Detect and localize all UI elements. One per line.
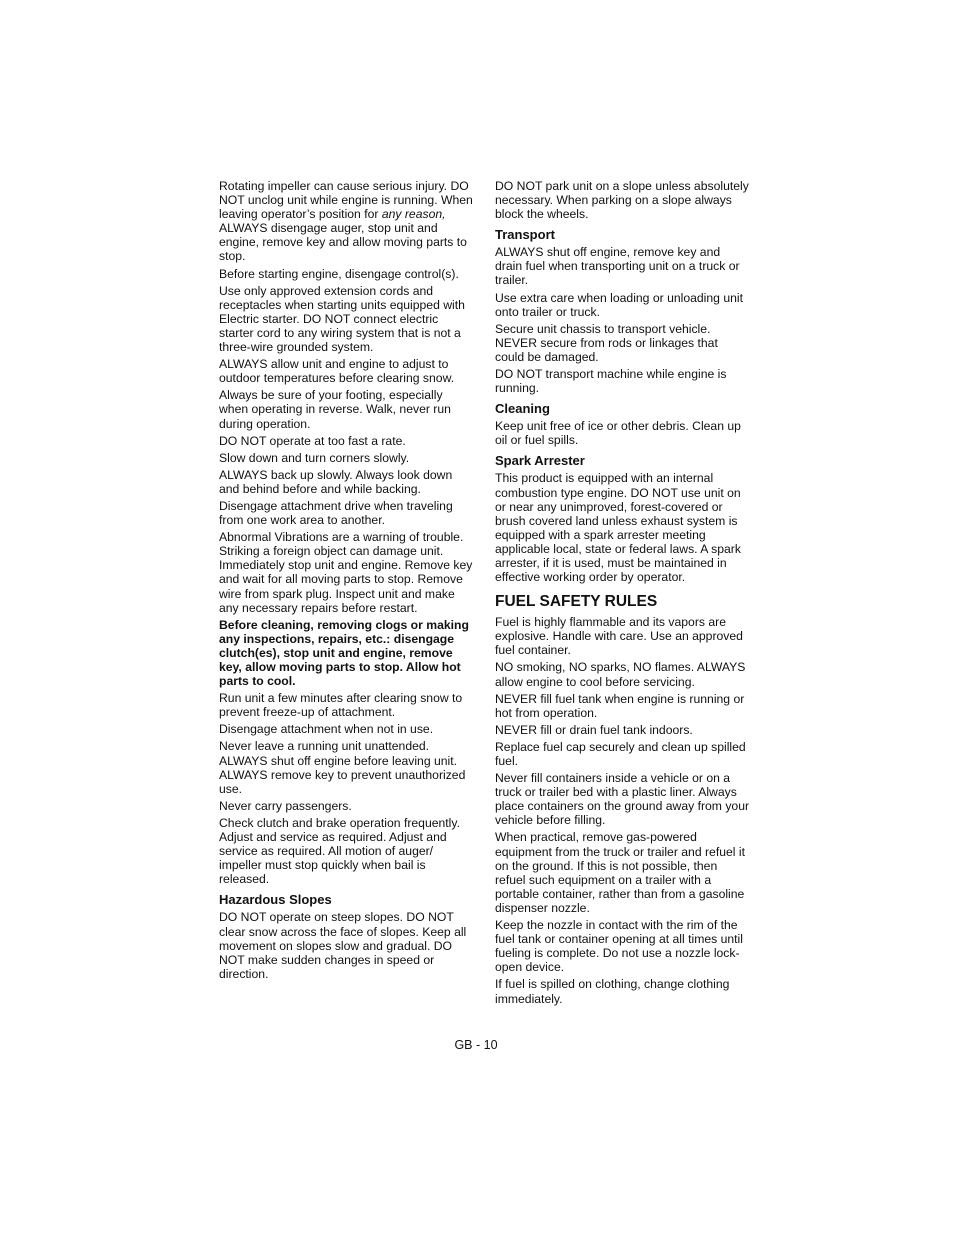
paragraph: Use only approved extension cords and receptacles when starting units equipped with Electric starter. DO NOT connect electric starter cord to any wiring system that is not a three-wire grounded system. xyxy=(219,283,465,355)
paragraph: Run unit a few minutes after clearing snow to prevent freeze-up of attachment. xyxy=(219,691,463,720)
heading-spark-arrester: Spark Arrester xyxy=(495,453,585,469)
paragraph: Keep the nozzle in contact with the rim of the fuel tank or container opening at all times until fueling is complete. Do not use a nozzle lock-open device. xyxy=(495,918,743,975)
paragraph: ALWAYS shut off engine, remove key and drain fuel when transporting unit on a truck or trailer. xyxy=(495,245,740,288)
paragraph: Abnormal Vibrations are a warning of trouble. Striking a foreign object can damage unit. Immediately stop unit and engine. Remove key and wait for all moving parts to stop. Remove wire from spark plug. Inspect unit and make any necessary repairs before restart. xyxy=(219,530,473,615)
paragraph: Disengage attachment drive when traveling from one work area to another. xyxy=(219,498,453,528)
paragraph: Never fill containers inside a vehicle or on a truck or trailer bed with a plastic liner. Always place containers on the ground away from your vehicle before filling. xyxy=(495,771,750,828)
paragraph: Replace fuel cap securely and clean up spilled fuel. xyxy=(495,739,746,768)
paragraph: Slow down and turn corners slowly. xyxy=(219,450,410,465)
paragraph: Never carry passengers. xyxy=(219,798,352,813)
heading-hazardous-slopes: Hazardous Slopes xyxy=(219,892,332,908)
paragraph: Secure unit chassis to transport vehicle. NEVER secure from rods or linkages that could be damaged. xyxy=(495,321,718,364)
paragraph: NEVER fill or drain fuel tank indoors. xyxy=(495,722,693,737)
paragraph: Disengage attachment when not in use. xyxy=(219,722,434,737)
right-column xyxy=(495,179,750,1009)
heading-transport: Transport xyxy=(495,227,555,243)
paragraph: This product is equipped with an internal combustion type engine. DO NOT use unit on or near any unimproved, forest-covered or brush covered land unless exhaust system is equipped with a spark arrester meeting applicable local, state or federal laws. A spark arrester, if it is used, must be maintained in effective working order by operator. xyxy=(495,471,741,585)
paragraph: Never leave a running unit unattended. ALWAYS shut off engine before leaving unit. ALWAYS remove key to prevent unauthorized use. xyxy=(219,739,466,796)
paragraph: Fuel is highly flammable and its vapors are explosive. Handle with care. Use an approved fuel container. xyxy=(495,615,743,658)
paragraph: Always be sure of your footing, especially when operating in reverse. Walk, never run during operation. xyxy=(219,388,451,431)
bold-warning-paragraph: Before cleaning, removing clogs or making any inspections, repairs, etc.: disengage clutch(es), stop unit and engine, remove key, allow moving parts to stop. Allow hot parts to cool. xyxy=(219,617,469,689)
paragraph: ALWAYS back up slowly. Always look down and behind before and while backing. xyxy=(219,467,453,496)
heading-fuel-safety-rules: FUEL SAFETY RULES xyxy=(495,593,658,611)
emphasis-any-reason: any reason, xyxy=(381,207,446,222)
paragraph: DO NOT park unit on a slope unless absolutely necessary. When parking on a slope always block the wheels. xyxy=(495,179,749,222)
paragraph: Before starting engine, disengage control(s). xyxy=(219,266,459,281)
paragraph-impeller-warning: Rotating impeller can cause serious injury. DO NOT unclog unit while engine is running. When leaving operator’s position for any reason, ALWAYS disengage auger, stop unit and engine, remove key and allow moving parts to stop. xyxy=(219,179,473,264)
paragraph: Keep unit free of ice or other debris. Clean up oil or fuel spills. xyxy=(495,419,741,448)
paragraph: DO NOT operate on steep slopes. DO NOT clear snow across the face of slopes. Keep all movement on slopes slow and gradual. DO NOT make sudden changes in speed or direction. xyxy=(219,910,467,981)
paragraph: NO smoking, NO sparks, NO flames. ALWAYS allow engine to cool before servicing. xyxy=(495,660,746,689)
paragraph: NEVER fill fuel tank when engine is running or hot from operation. xyxy=(495,691,745,720)
paragraph: DO NOT operate at too fast a rate. xyxy=(219,433,406,448)
paragraph: If fuel is spilled on clothing, change clothing immediately. xyxy=(495,977,730,1006)
paragraph: Use extra care when loading or unloading unit onto trailer or truck. xyxy=(495,290,743,319)
paragraph: ALWAYS allow unit and engine to adjust to outdoor temperatures before clearing snow. xyxy=(219,357,455,386)
paragraph: Check clutch and brake operation frequently. Adjust and service as required. Adjust and service as required. All motion of auger/ impeller must stop quickly when bail is released. xyxy=(219,815,460,887)
page-number: GB - 10 xyxy=(454,1038,498,1052)
paragraph: When practical, remove gas-powered equipment from the truck or trailer and refuel it on the ground. If this is not possible, then refuel such equipment on a trailer with a portable container, rather than from a gasoline dispenser nozzle. xyxy=(495,830,745,915)
paragraph: DO NOT transport machine while engine is running. xyxy=(495,367,727,396)
heading-cleaning: Cleaning xyxy=(495,401,550,417)
left-column xyxy=(219,179,475,984)
